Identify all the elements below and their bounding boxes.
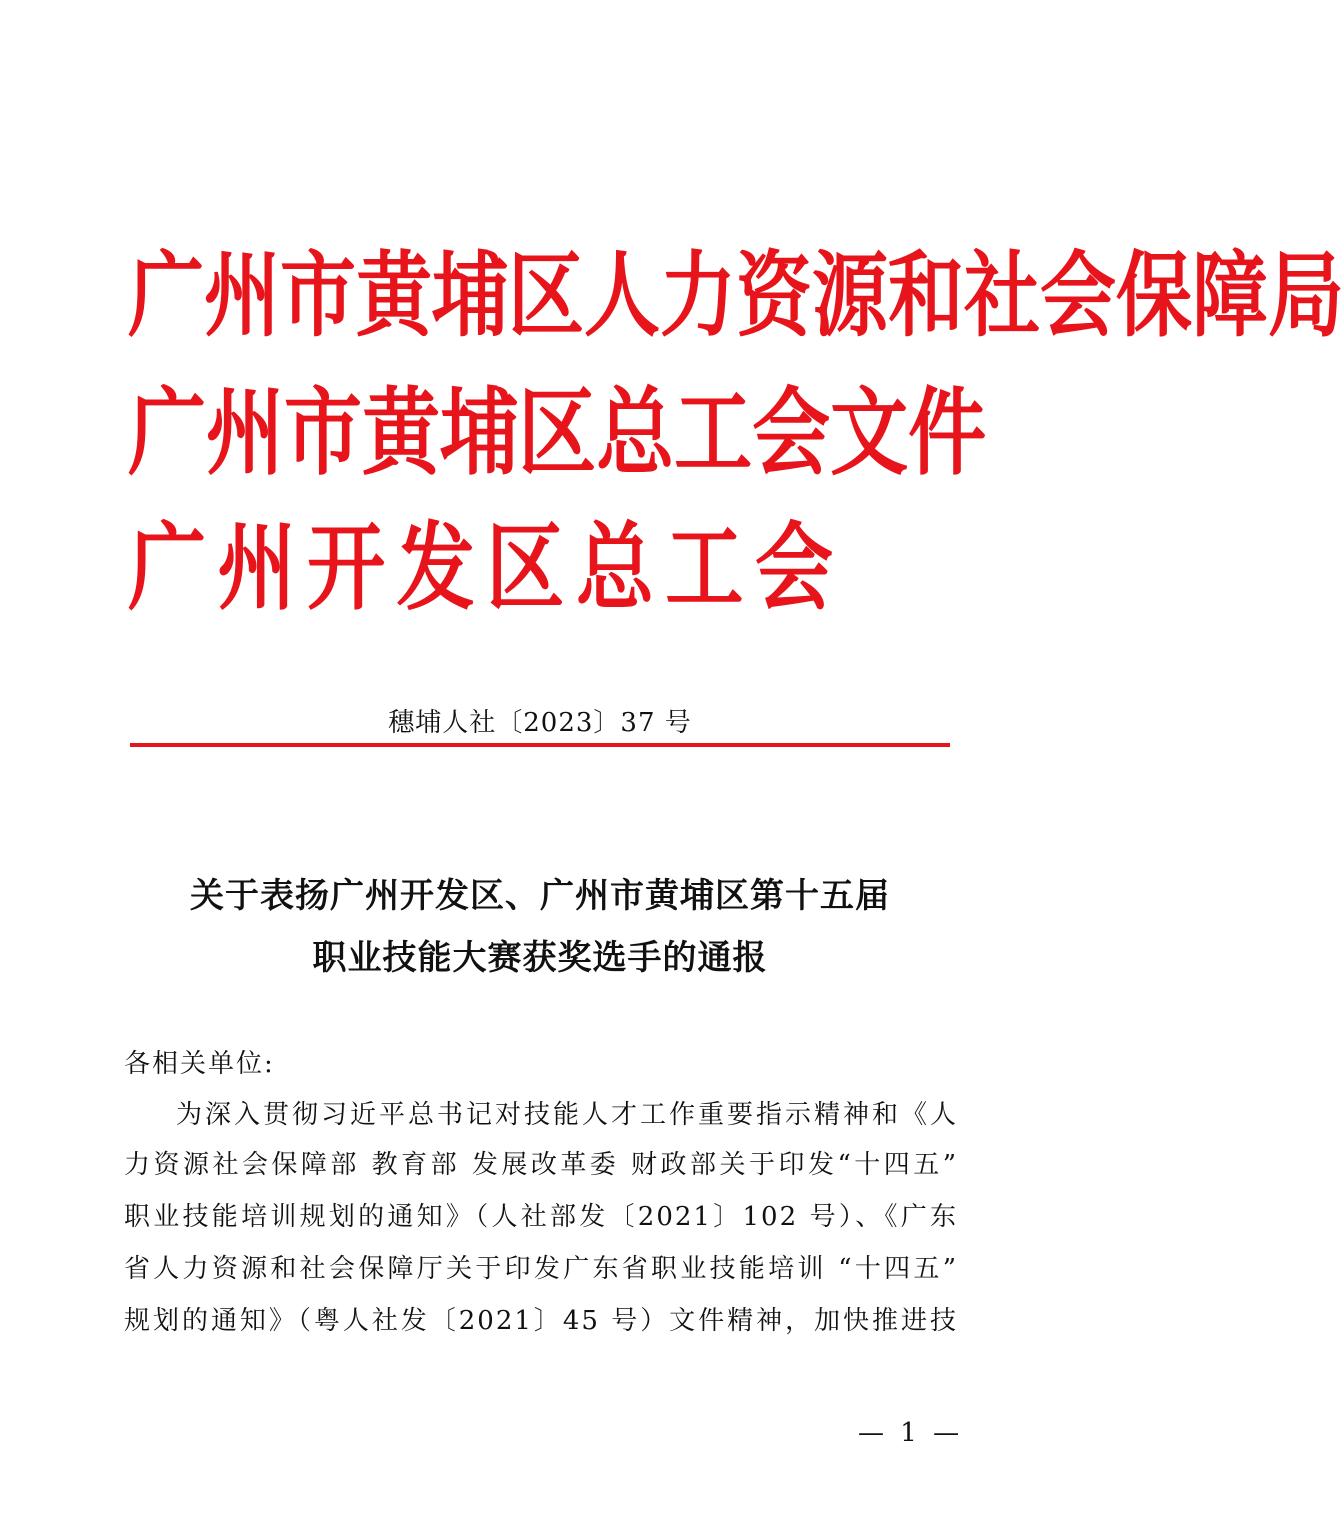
header-char: 会 (754, 512, 833, 624)
header-char: 保 (1116, 241, 1192, 350)
header-line-hr-bureau (128, 241, 1344, 350)
header-char: 工 (674, 377, 753, 489)
header-char: 广 (128, 377, 207, 489)
body-line: 职业技能培训规划的通知》（人社部发〔2021〕102 号）、《广东 (124, 1202, 958, 1232)
header-char: 总 (596, 377, 675, 489)
header-char: 源 (812, 241, 888, 350)
header-char: 工 (665, 512, 744, 624)
header-char: 人 (584, 241, 660, 350)
header-char: 广 (128, 512, 207, 624)
header-char: 文 (830, 377, 909, 489)
header-char: 区 (486, 512, 565, 624)
header-char: 会 (752, 377, 831, 489)
document-title-line-2: 职业技能大赛获奖选手的通报 (312, 938, 768, 978)
header-char: 广 (128, 241, 204, 350)
header-char: 会 (1040, 241, 1116, 350)
header-char: 埔 (440, 377, 519, 489)
header-char: 力 (660, 241, 736, 350)
body-line: 力资源社会保障部 教育部 发展改革委 财政部关于印发“十四五” (124, 1150, 958, 1180)
red-separator-line (130, 743, 950, 747)
page-number: — 1 — (858, 1418, 964, 1448)
header-char: 发 (396, 512, 475, 624)
salutation: 各相关单位: (124, 1049, 275, 1079)
header-char: 社 (964, 241, 1040, 350)
header-char: 障 (1192, 241, 1268, 350)
header-char: 区 (518, 377, 597, 489)
header-char: 局 (1268, 241, 1344, 350)
header-line-trade-union-document (128, 377, 987, 489)
header-char: 市 (280, 241, 356, 350)
header-char: 埔 (432, 241, 508, 350)
document-title-line-1: 关于表扬广州开发区、广州市黄埔区第十五届 (190, 876, 890, 916)
header-char: 黄 (356, 241, 432, 350)
header-char: 件 (908, 377, 987, 489)
header-char: 资 (736, 241, 812, 350)
body-line: 为深入贯彻习近平总书记对技能人才工作重要指示精神和《人 (176, 1100, 958, 1130)
header-char: 市 (284, 377, 363, 489)
body-line: 省人力资源和社会保障厅关于印发广东省职业技能培训 “十四五” (124, 1254, 958, 1284)
header-char: 州 (217, 512, 296, 624)
header-char: 和 (888, 241, 964, 350)
header-line-dev-zone-union (128, 512, 833, 624)
body-line: 规划的通知》（粤人社发〔2021〕45 号）文件精神，加快推进技 (124, 1306, 958, 1336)
header-char: 黄 (362, 377, 441, 489)
document-number: 穗埔人社〔2023〕37 号 (388, 708, 692, 738)
header-char: 州 (206, 377, 285, 489)
header-char: 州 (204, 241, 280, 350)
header-char: 总 (575, 512, 654, 624)
header-char: 开 (307, 512, 386, 624)
header-char: 区 (508, 241, 584, 350)
